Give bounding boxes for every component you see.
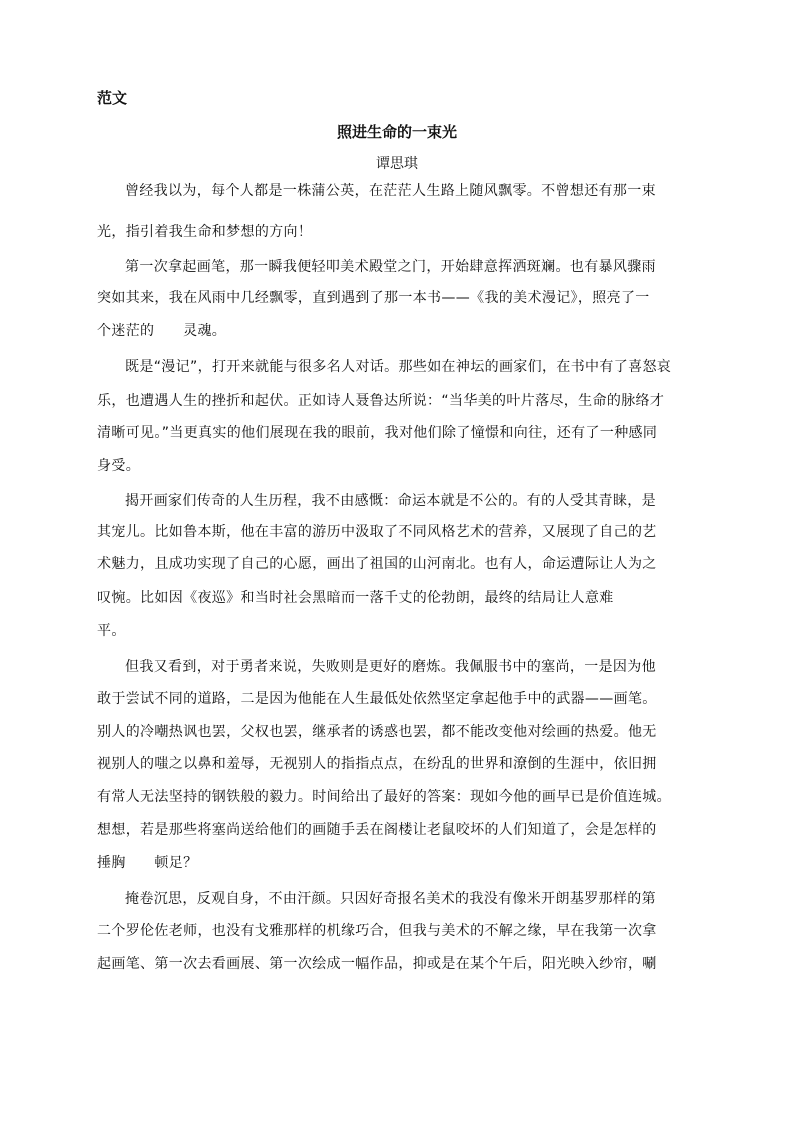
text-line: 乐，也遭遇人生的挫折和起伏。正如诗人聂鲁达所说：“当华美的叶片落尽，生命的脉络才 [97,393,665,409]
text-line: 曾经我以为，每个人都是一株蒲公英，在茫茫人生路上随风飘零。不曾想还有那一束 [125,183,656,199]
text-line: 敢于尝试不同的道路，二是因为他能在人生最低处依然坚定拿起他手中的武器——画笔。 [97,691,657,707]
text-line: 二个罗伦佐老师，也没有戈雅那样的机缘巧合，但我与美术的不解之缘，早在我第一次拿 [97,923,657,939]
essay-title: 照进生命的一束光 [336,123,457,141]
text-line: 起画笔、第一次去看画展、第一次绘成一幅作品，抑或是在某个午后，阳光映入纱帘，唰 [97,956,657,972]
text-line: 术魅力，且成功实现了自己的心愿，画出了祖国的山河南北。也有人，命运遭际让人为之 [97,556,657,572]
text-line: 揭开画家们传奇的人生历程，我不由感慨：命运本就是不公的。有的人受其青睐，是 [125,493,656,509]
text-line: 平。 [97,623,126,639]
text-line: 既是“漫记”，打开来就能与很多名人对话。那些如在神坛的画家们，在书中有了喜怒哀 [125,359,672,375]
author-name: 谭思琪 [376,156,418,172]
text-line: 想想，若是那些将塞尚送给他们的画随手丢在阁楼让老鼠咬坏的人们知道了，会是怎样的 [97,822,657,838]
text-line: 其宠儿。比如鲁本斯，他在丰富的游历中汲取了不同风格艺术的营养，又展现了自己的艺 [97,524,657,540]
section-label: 范文 [97,89,128,107]
text-line: 捶胸 顿足？ [97,855,198,871]
text-line: 有常人无法坚持的钢铁般的毅力。时间给出了最好的答案：现如今他的画早已是价值连城。 [97,789,671,805]
text-line: 突如其来，我在风雨中几经飘零，直到遇到了那一本书——《我的美术漫记》，照亮了一 [97,290,650,306]
text-line: 清晰可见。”当更真实的他们展现在我的眼前，我对他们除了憧憬和向往，还有了一种感同 [97,425,658,441]
text-line: 光，指引着我生命和梦想的方向！ [97,224,313,240]
text-line: 个迷茫的 灵魂。 [97,323,227,339]
text-line: 叹惋。比如因《夜巡》和当时社会黑暗而一落千丈的伦勃朗，最终的结局让人意难 [97,590,614,606]
text-line: 身受。 [97,458,141,474]
text-line: 但我又看到，对于勇者来说，失败则是更好的磨炼。我佩服书中的塞尚，一是因为他 [125,659,656,675]
text-line: 掩卷沉思，反观自身，不由汗颜。只因好奇报名美术的我没有像米开朗基罗那样的第 [125,891,656,907]
text-line: 第一次拿起画笔，那一瞬我便轻叩美术殿堂之门，开始肆意挥洒斑斓。也有暴风骤雨 [125,259,656,275]
text-line: 视别人的嗤之以鼻和羞辱，无视别人的指指点点，在纷乱的世界和潦倒的生涯中，依旧拥 [97,756,657,772]
text-line: 别人的冷嘲热讽也罢，父权也罢，继承者的诱惑也罢，都不能改变他对绘画的热爱。他无 [97,724,657,740]
